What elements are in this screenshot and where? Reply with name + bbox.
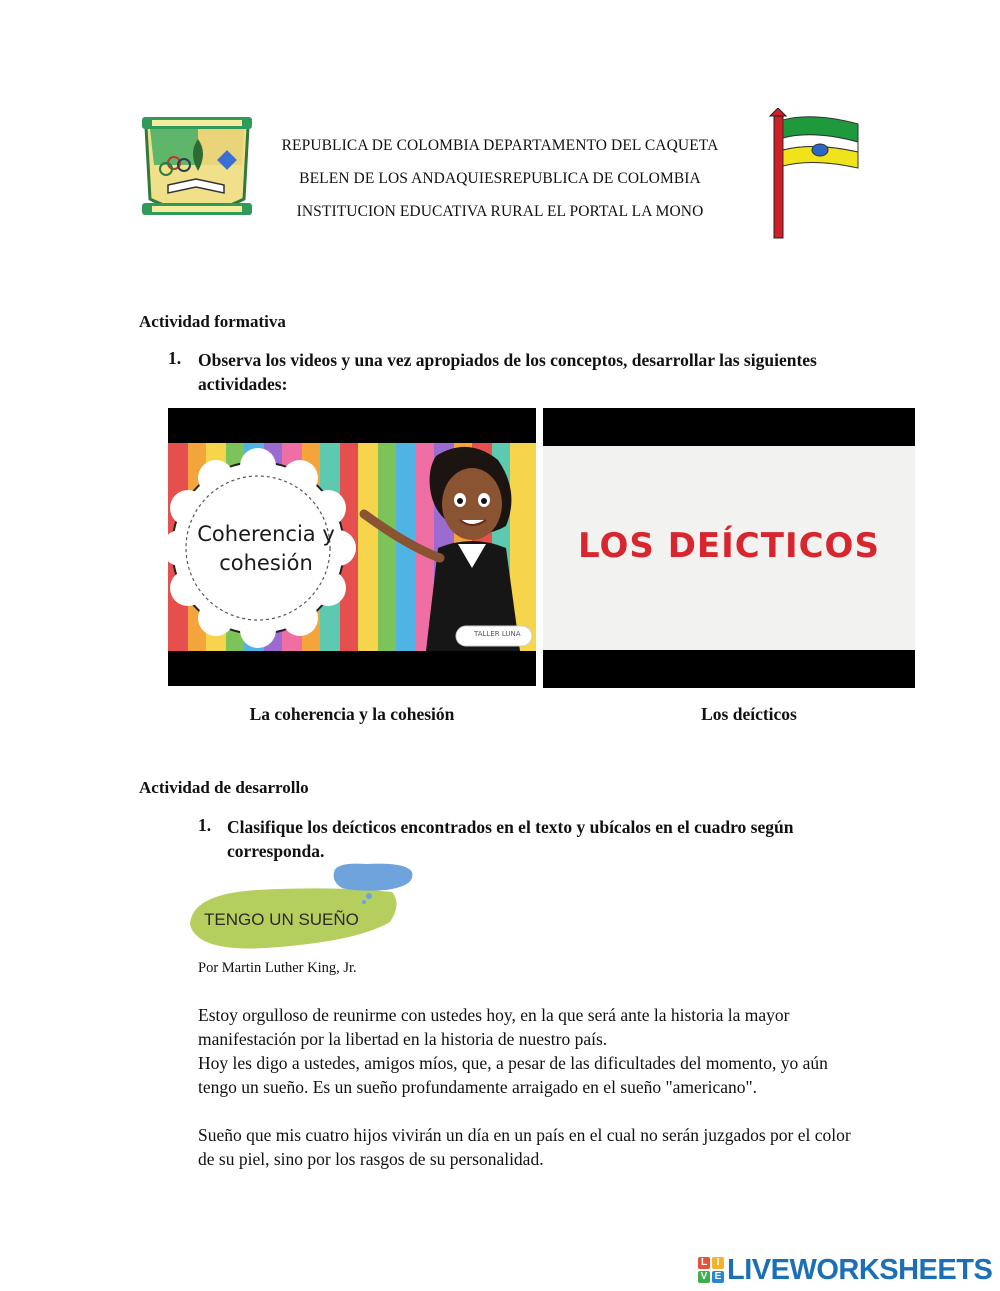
speech-paragraph-2: Hoy les digo a ustedes, amigos míos, que, a pesar de las dificultades del momento, yo aún tengo un sueño. Es un sueño profundamente arraigado en el sueño "americano".	[198, 1053, 828, 1097]
instruction-text: Observa los videos y una vez apropiados de los conceptos, desarrollar las siguientes actividades:	[198, 350, 817, 394]
instruction-text: Clasifique los deícticos encontrados en el texto y ubícalos en el cuadro según corresponda.	[227, 817, 794, 861]
logo-block-l: L	[698, 1257, 710, 1269]
logo-block-e: E	[712, 1271, 724, 1283]
list-number: 1.	[198, 815, 212, 835]
video-title-deicticos: LOS DEÍCTICOS	[578, 526, 880, 566]
speech-title: TENGO UN SUEÑO	[204, 910, 359, 929]
list-number: 1.	[168, 348, 182, 368]
caqueta-flag-icon	[768, 108, 864, 240]
video-deicticos-player[interactable]	[543, 408, 915, 688]
liveworksheets-logo[interactable]	[698, 1254, 992, 1286]
logo-block-i: I	[712, 1257, 724, 1269]
channel-badge: TALLER LUNA	[474, 630, 521, 638]
speech-paragraph-1: Estoy orgulloso de reunirme con ustedes hoy, en la que será ante la historia la mayor manifestación por la libertad en la historia de nuestro país.	[198, 1005, 790, 1049]
section-heading-desarrollo: Actividad de desarrollo	[139, 778, 309, 797]
video-caption-coherencia: La coherencia y la cohesión	[249, 704, 455, 724]
speech-banner	[186, 860, 418, 952]
header-line-2: BELEN DE LOS ANDAQUIESREPUBLICA DE COLOMBIA	[299, 170, 701, 187]
liveworksheets-brand: LIVEWORKSHEETS	[727, 1254, 993, 1286]
speech-author: Por Martin Luther King, Jr.	[198, 960, 357, 976]
header-line-1: REPUBLICA DE COLOMBIA DEPARTAMENTO DEL CAQUETA	[281, 137, 719, 154]
video-caption-deicticos: Los deícticos	[701, 704, 797, 724]
liveworksheets-logo-icon	[698, 1257, 724, 1283]
section-heading-formativa: Actividad formativa	[139, 312, 286, 331]
video-title-line-2: cohesión	[219, 551, 313, 575]
video-title-coherencia	[186, 520, 346, 578]
header-line-3: INSTITUCION EDUCATIVA RURAL EL PORTAL LA MONO	[296, 203, 704, 220]
logo-block-v: V	[698, 1271, 710, 1283]
video-title-line-1: Coherencia y	[197, 522, 335, 546]
video-coherencia-player[interactable]	[168, 408, 536, 686]
speech-paragraph-3: Sueño que mis cuatro hijos vivirán un día en un país en el cual no serán juzgados por el color de su piel, sino por los rasgos de su personalidad.	[198, 1125, 851, 1169]
